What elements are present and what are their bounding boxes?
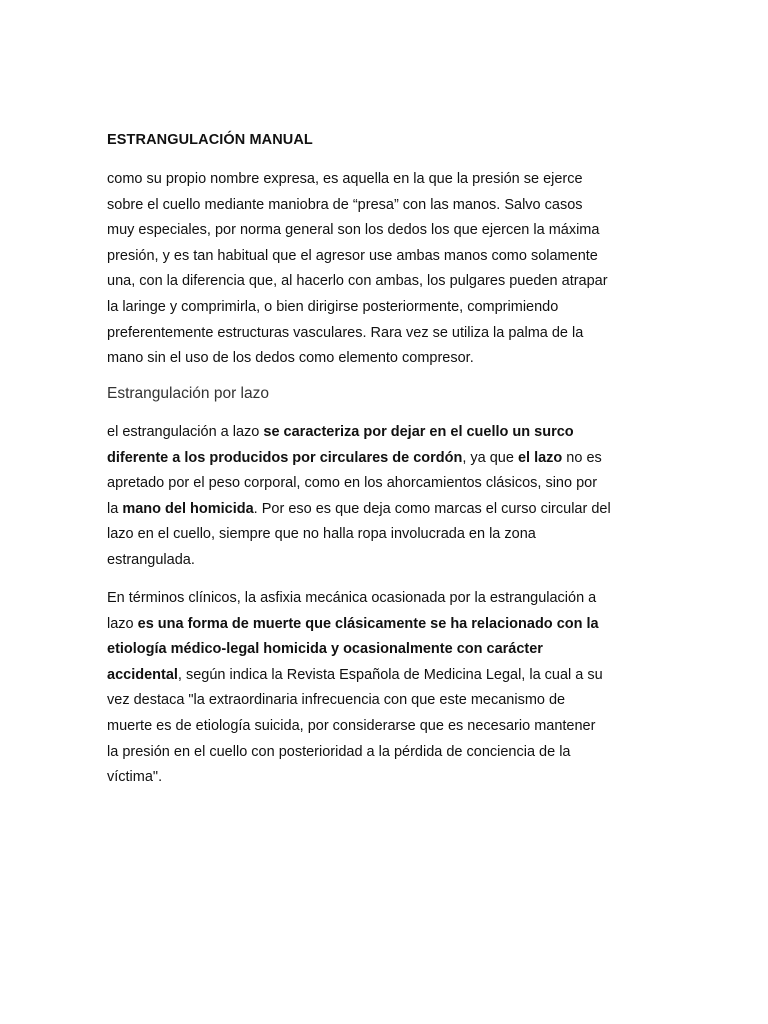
bold-text: mano del homicida (122, 500, 254, 517)
bold-text: etiología médico-legal homicida y ocasionalmente con carácter (107, 641, 543, 658)
text-line: sobre el cuello mediante maniobra de “presa” con las manos. Salvo casos (107, 196, 583, 213)
text-line: presión, y es tan habitual que el agresor use ambas manos como solamente (107, 247, 598, 264)
bold-text: se caracteriza por dejar en el cuello un surco (263, 424, 574, 440)
paragraph-clinical-terms (107, 586, 663, 791)
text-run: , según indica la Revista Española de Medicina Legal, la cual a su (177, 666, 603, 683)
text-run: lazo (107, 615, 138, 632)
text-line (107, 663, 663, 689)
text-line: muy especiales, por norma general son los dedos los que ejercen la máxima (107, 222, 600, 239)
text-line: apretado por el peso corporal, como en los ahorcamientos clásicos, sino por (107, 475, 598, 492)
text-line (107, 420, 663, 446)
text-line: la presión en el cuello con posterioridad a la pérdida de conciencia de la (107, 743, 571, 760)
section-heading-lazo: Estrangulación por lazo (107, 385, 269, 402)
text-run: no es (562, 449, 602, 466)
text-run: , ya que (462, 449, 518, 466)
text-line (107, 497, 663, 523)
text-line: mano sin el uso de los dedos como elemento compresor. (107, 350, 474, 367)
text-line (107, 637, 663, 663)
text-line (107, 612, 663, 638)
paragraph-manual-strangulation (107, 167, 663, 372)
text-line (107, 446, 663, 472)
text-run: . Por eso es que deja como marcas el curso circular del (253, 500, 611, 517)
text-line: muerte es de etiología suicida, por considerarse que es necesario mantener (107, 717, 596, 734)
text-line: una, con la diferencia que, al hacerlo con ambas, los pulgares pueden atrapar (107, 273, 608, 290)
bold-text: accidental (107, 666, 178, 683)
text-run: la (107, 500, 123, 517)
text-run: el estrangulación a lazo (107, 424, 264, 440)
text-line: como su propio nombre expresa, es aquella en la que la presión se ejerce (107, 171, 583, 187)
text-line: víctima". (107, 769, 163, 786)
text-line: En términos clínicos, la asfixia mecánica ocasionada por la estrangulación a (107, 590, 597, 606)
bold-text: diferente a los producidos por circulares de cordón (107, 449, 463, 466)
text-line: lazo en el cuello, siempre que no halla ropa involucrada en la zona (107, 526, 536, 543)
text-line: vez destaca "la extraordinaria infrecuencia con que este mecanismo de (107, 692, 566, 709)
text-line: preferentemente estructuras vasculares. Rara vez se utiliza la palma de la (107, 324, 584, 341)
document-title: ESTRANGULACIÓN MANUAL (107, 132, 313, 148)
bold-text: el lazo (517, 449, 563, 466)
paragraph-ligature-strangulation (107, 420, 663, 574)
text-line: estrangulada. (107, 551, 195, 568)
bold-text: es una forma de muerte que clásicamente se ha relacionado con la (137, 615, 599, 632)
text-line: la laringe y comprimirla, o bien dirigirse posteriormente, comprimiendo (107, 298, 559, 315)
